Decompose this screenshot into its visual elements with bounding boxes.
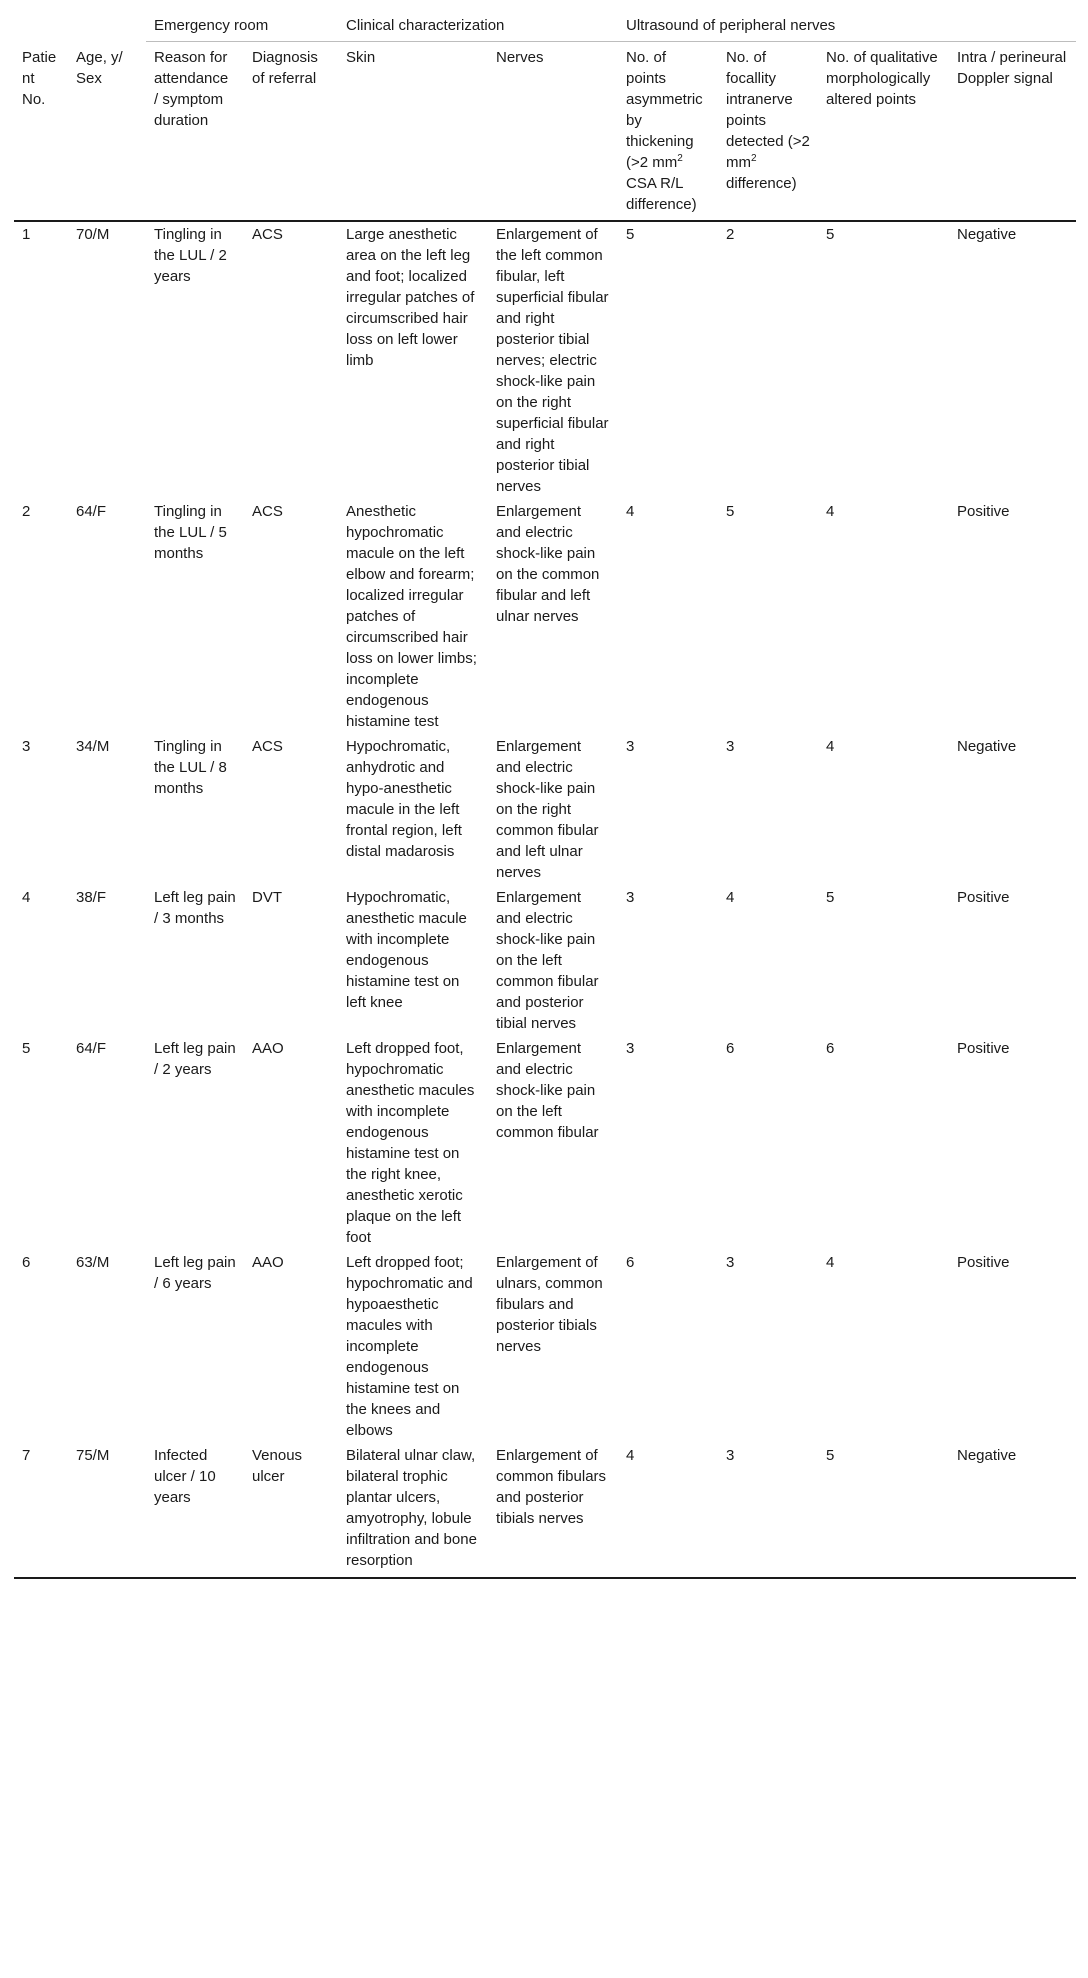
cell-diagnosis: AAO [252,1040,284,1057]
header-blank [14,10,146,42]
cell-doppler: Negative [957,226,1017,243]
cell-reason: Tingling in the LUL / 5 months [154,503,227,562]
cell-doppler: Positive [957,1040,1010,1057]
cell-doppler: Positive [957,1254,1010,1271]
table-row [14,1036,1076,1250]
cell-qualitative: 5 [818,1443,949,1578]
cell-asymmetric: 3 [626,889,635,906]
header-focality-b: difference) [726,175,797,192]
cell-patient: 4 [22,889,31,906]
cell-age-sex: 64/F [76,1040,107,1057]
cell-reason: Left leg pain / 3 months [154,889,236,927]
cell-age-sex: 64/F [76,503,107,520]
cell-asymmetric: 4 [626,503,635,520]
cell-patient: 1 [22,226,31,243]
cell-patient: 6 [22,1254,31,1271]
cell-doppler: Negative [949,1443,1076,1578]
table-body [14,221,1076,1578]
header-column-row [14,42,1076,222]
header-patient-no: Patient No. [22,48,57,108]
cell-skin: Hypochromatic, anesthetic macule with incomplete endogenous histamine test on left knee [346,889,467,1011]
cell-patient: 2 [22,503,31,520]
table-row [14,221,1076,499]
patient-table [14,10,1076,1579]
table-row [14,734,1076,885]
header-focality [718,42,818,222]
header-qualitative: No. of qualitative morphologically altered points [826,49,938,108]
cell-asymmetric: 6 [626,1254,635,1271]
header-asymmetric-a: No. of points asymmetric by thickening (>2 mm [626,49,703,171]
cell-asymmetric: 5 [626,226,635,243]
cell-focality: 3 [718,1443,818,1578]
cell-reason: Left leg pain / 2 years [154,1040,236,1078]
table-row [14,1443,1076,1578]
cell-diagnosis: ACS [252,738,283,755]
header-nerves: Nerves [496,49,544,66]
cell-reason: Tingling in the LUL / 2 years [154,226,227,285]
cell-patient: 7 [14,1443,68,1578]
table-row [14,885,1076,1036]
cell-nerves: Enlargement and electric shock-like pain on the left common fibular and posterior tibial nerves [496,889,599,1032]
cell-doppler: Positive [957,503,1010,520]
cell-focality: 5 [726,503,735,520]
cell-asymmetric: 3 [626,738,635,755]
cell-doppler: Positive [957,889,1010,906]
header-group-emergency: Emergency room [146,10,338,42]
header-diagnosis: Diagnosis of referral [252,49,318,87]
cell-skin: Hypochromatic, anhydrotic and hypo-anesthetic macule in the left frontal region, left distal madarosis [346,738,462,860]
cell-nerves: Enlargement of the left common fibular, left superficial fibular and right posterior tibial nerves; electric shock-like pain on the right superficial fibular and right posterior tibial nerves [496,226,609,495]
header-focality-sup: 2 [751,153,757,164]
header-group-ultrasound: Ultrasound of peripheral nerves [618,10,1076,42]
cell-age-sex: 70/M [76,226,110,243]
header-group-row [14,10,1076,42]
cell-asymmetric: 3 [626,1040,635,1057]
cell-nerves: Enlargement and electric shock-like pain on the right common fibular and left ulnar nerves [496,738,599,881]
cell-diagnosis: AAO [252,1254,284,1271]
header-focality-a: No. of focallity intranerve points detected (>2 mm [726,49,810,171]
cell-patient: 5 [22,1040,31,1057]
table-row [14,499,1076,734]
cell-focality: 3 [726,738,735,755]
cell-patient: 3 [22,738,31,755]
cell-focality: 2 [726,226,735,243]
cell-nerves: Enlargement of common fibulars and posterior tibials nerves [488,1443,618,1578]
cell-age-sex: 34/M [76,738,110,755]
cell-age-sex: 38/F [76,889,107,906]
cell-skin: Anesthetic hypochromatic macule on the left elbow and forearm; localized irregular patches of circumscribed hair loss on lower limbs; incomplete endogenous histamine test [346,503,477,730]
cell-nerves: Enlargement and electric shock-like pain on the common fibular and left ulnar nerves [496,503,600,625]
cell-qualitative: 4 [826,1254,835,1271]
cell-focality: 4 [726,889,735,906]
cell-qualitative: 4 [826,738,835,755]
header-group-clinical: Clinical characterization [338,10,618,42]
cell-qualitative: 4 [826,503,835,520]
cell-qualitative: 5 [826,889,835,906]
table-header [14,10,1076,221]
header-age-sex: Age, y/ Sex [76,48,123,87]
table-row [14,1250,1076,1443]
cell-age-sex: 63/M [76,1254,110,1271]
cell-nerves: Enlargement of ulnars, common fibulars and posterior tibials nerves [496,1254,603,1355]
cell-skin: Left dropped foot, hypochromatic anesthetic macules with incomplete endogenous histamine test on the right knee, anesthetic xerotic plaque on the left foot [346,1040,475,1246]
cell-focality: 3 [726,1254,735,1271]
cell-skin: Left dropped foot; hypochromatic and hypoaesthetic macules with incomplete endogenous histamine test on the knees and elbows [346,1254,473,1439]
cell-asymmetric: 4 [618,1443,718,1578]
cell-diagnosis: Venous ulcer [244,1443,338,1578]
header-doppler: Intra / perineural Doppler signal [957,49,1067,87]
cell-skin: Bilateral ulnar claw, bilateral trophic plantar ulcers, amyotrophy, lobule infiltration and bone resorption [338,1443,488,1578]
cell-reason: Left leg pain / 6 years [154,1254,236,1292]
cell-nerves: Enlargement and electric shock-like pain on the left common fibular [496,1040,599,1141]
cell-age-sex: 75/M [68,1443,146,1578]
cell-qualitative: 5 [826,226,835,243]
cell-qualitative: 6 [826,1040,835,1057]
header-asymmetric [618,42,718,222]
cell-reason: Infected ulcer / 10 years [146,1443,244,1578]
header-reason: Reason for attendance / symptom duration [154,49,229,129]
cell-focality: 6 [726,1040,735,1057]
cell-diagnosis: DVT [252,889,282,906]
header-asymmetric-sup: 2 [677,153,683,164]
cell-diagnosis: ACS [252,503,283,520]
cell-diagnosis: ACS [252,226,283,243]
header-asymmetric-b: CSA R/L difference) [626,175,697,213]
cell-reason: Tingling in the LUL / 8 months [154,738,227,797]
cell-doppler: Negative [957,738,1017,755]
header-skin: Skin [346,49,376,66]
cell-skin: Large anesthetic area on the left leg and foot; localized irregular patches of circumscribed hair loss on left lower limb [346,226,475,369]
